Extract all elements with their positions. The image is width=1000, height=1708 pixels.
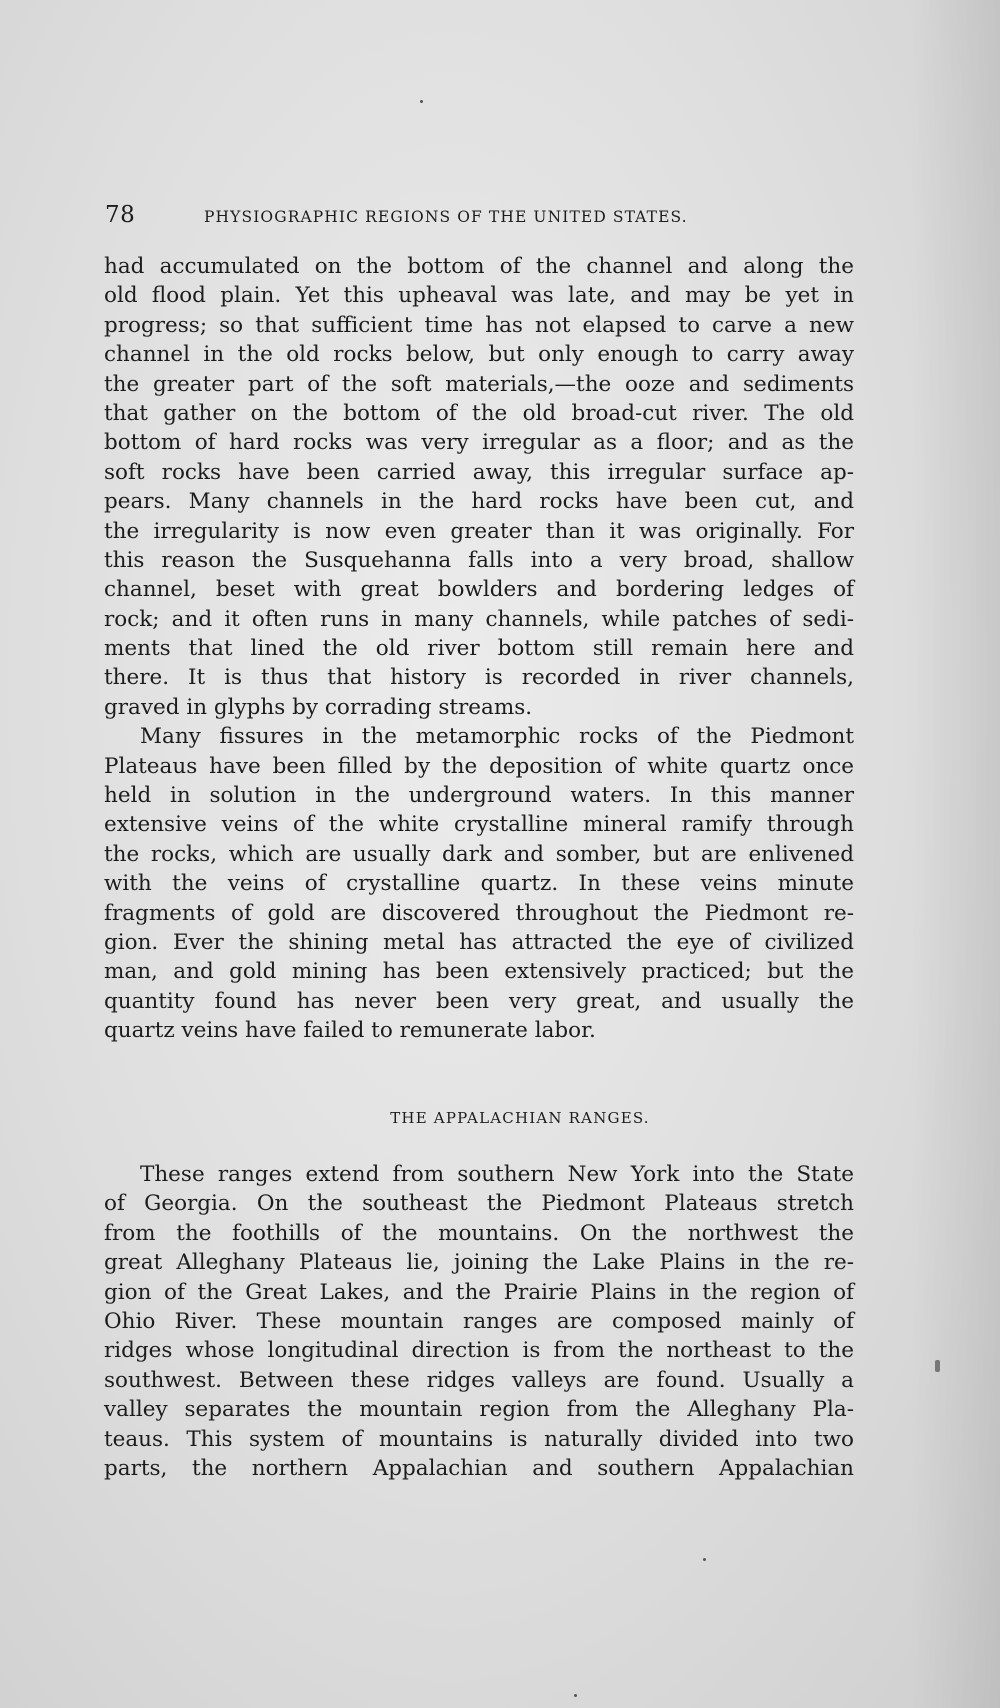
page-edge-shadow xyxy=(910,0,1000,1708)
text-line: ments that lined the old river bottom still remain here and xyxy=(104,636,854,662)
text-line: ridges whose longitudinal direction is from the northeast to the xyxy=(104,1338,854,1364)
text-line: the rocks, which are usually dark and somber, but are enlivened xyxy=(104,841,854,867)
paper-speck xyxy=(420,100,423,103)
text-line: held in solution in the underground waters. In this manner xyxy=(104,783,854,809)
text-line: the irregularity is now even greater than it was originally. For xyxy=(104,518,854,544)
text-line: Ohio River. These mountain ranges are composed mainly of xyxy=(104,1308,854,1334)
text-line: that gather on the bottom of the old broad-cut river. The old xyxy=(104,400,854,426)
text-line: quartz veins have failed to remunerate labor. xyxy=(104,1018,596,1044)
text-line: old flood plain. Yet this upheaval was late, and may be yet in xyxy=(104,283,854,309)
text-line: man, and gold mining has been extensively practiced; but the xyxy=(104,959,854,985)
text-line: graved in glyphs by corrading streams. xyxy=(104,694,533,720)
text-line: this reason the Susquehanna falls into a very broad, shallow xyxy=(104,547,854,573)
text-line: valley separates the mountain region from the Alleghany Pla- xyxy=(104,1397,854,1423)
text-line: gion. Ever the shining metal has attracted the eye of civilized xyxy=(104,929,854,955)
text-line: with the veins of crystalline quartz. In these veins minute xyxy=(104,871,854,897)
paper-speck xyxy=(703,1558,706,1561)
text-line: channel in the old rocks below, but only enough to carry away xyxy=(104,342,854,368)
section-heading: THE APPALACHIAN RANGES. xyxy=(390,1109,650,1127)
text-line: from the foothills of the mountains. On the northwest the xyxy=(104,1220,854,1246)
text-line: teaus. This system of mountains is naturally divided into two xyxy=(104,1426,854,1452)
page-header xyxy=(105,202,865,232)
text-line: the greater part of the soft materials,—the ooze and sediments xyxy=(104,371,854,397)
text-line: bottom of hard rocks was very irregular as a floor; and as the xyxy=(104,430,854,456)
text-line: had accumulated on the bottom of the channel and along the xyxy=(104,254,854,279)
body-text-top xyxy=(104,252,854,1046)
text-line: quantity found has never been very great, and usually the xyxy=(104,988,854,1014)
paper-speck xyxy=(574,1694,577,1697)
text-line: extensive veins of the white crystalline mineral ramify through xyxy=(104,812,854,838)
text-line: Plateaus have been filled by the deposition of white quartz once xyxy=(104,753,854,779)
text-line: Many fissures in the metamorphic rocks of the Piedmont xyxy=(140,724,854,750)
text-line: gion of the Great Lakes, and the Prairie Plains in the region of xyxy=(104,1279,854,1305)
text-line: soft rocks have been carried away, this irregular surface ap- xyxy=(104,459,854,485)
text-line: fragments of gold are discovered throughout the Piedmont re- xyxy=(104,900,854,926)
text-line: channel, beset with great bowlders and bordering ledges of xyxy=(104,577,854,603)
body-text-bottom xyxy=(104,1160,854,1483)
running-head: PHYSIOGRAPHIC REGIONS OF THE UNITED STATES. xyxy=(204,208,688,226)
text-line: of Georgia. On the southeast the Piedmont Plateaus stretch xyxy=(104,1191,854,1217)
text-line: great Alleghany Plateaus lie, joining the Lake Plains in the re- xyxy=(104,1250,854,1276)
text-line: parts, the northern Appalachian and southern Appalachian xyxy=(104,1455,854,1481)
text-line: progress; so that sufficient time has not elapsed to carve a new xyxy=(104,312,854,338)
text-line: there. It is thus that history is recorded in river channels, xyxy=(104,665,854,691)
text-line: rock; and it often runs in many channels, while patches of sedi- xyxy=(104,606,854,632)
text-line: These ranges extend from southern New York into the State xyxy=(140,1162,854,1187)
paper-speck xyxy=(935,1360,940,1372)
page-number: 78 xyxy=(105,202,136,228)
text-line: southwest. Between these ridges valleys are found. Usually a xyxy=(104,1367,854,1393)
text-line: pears. Many channels in the hard rocks have been cut, and xyxy=(104,489,854,515)
